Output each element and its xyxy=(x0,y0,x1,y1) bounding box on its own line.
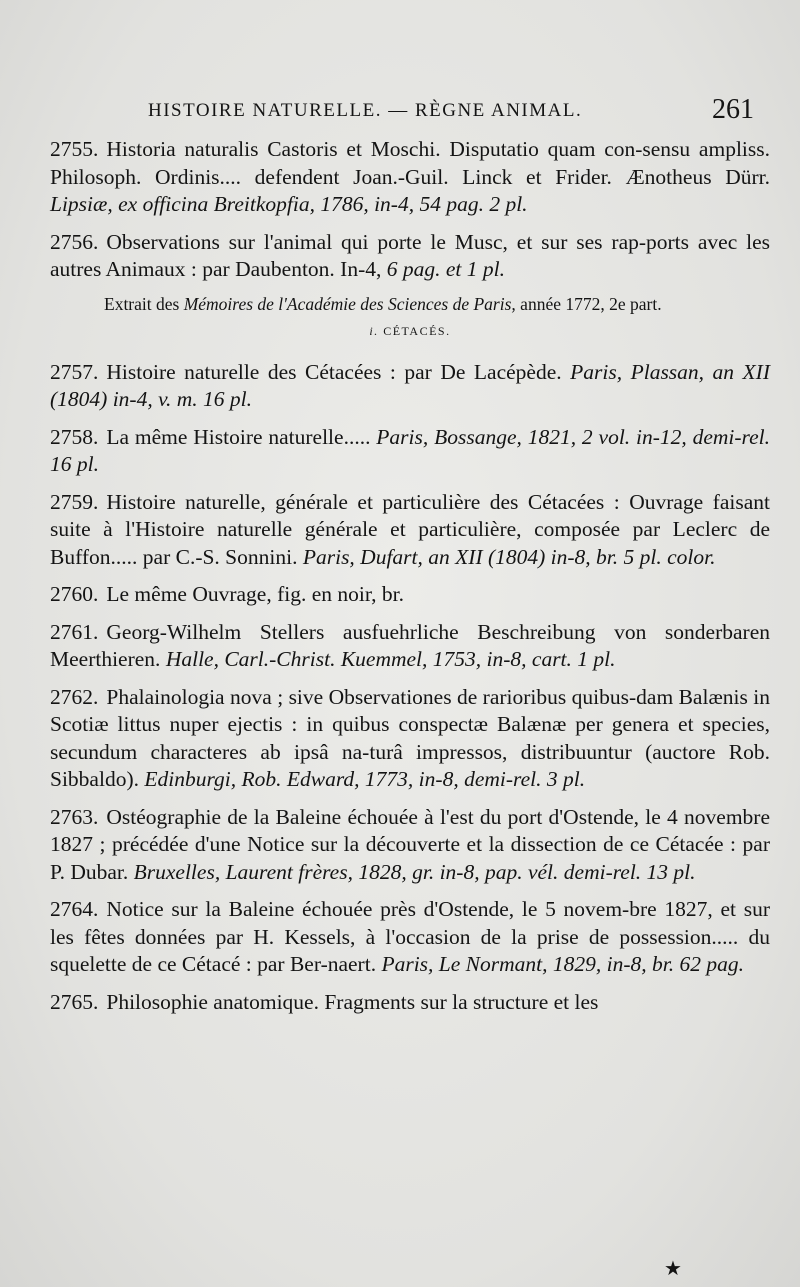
entry-text: Phalainologia nova ; sive Observationes de rarioribus quibus-dam Balænis in Scotiæ littus nuper ejectis : in quibus conspectæ Balænæ per genera et species, secundum characteres ab ipsâ na-turâ impressos, distribuuntur (auctore Rob. Sibbaldo). xyxy=(50,684,770,791)
entry-number: 2763. xyxy=(50,804,99,829)
catalogue-entry xyxy=(50,989,770,1017)
entry-number: 2760. xyxy=(50,582,99,606)
entry-note xyxy=(104,292,774,316)
entry-number: 2764. xyxy=(50,897,99,921)
entry-text: Georg-Wilhelm Stellers ausfuehrliche Beschreibung von sonderbaren Meerthieren. xyxy=(50,619,770,671)
entry-number: 2762. xyxy=(50,684,99,709)
signature-mark-icon: ★ xyxy=(664,1258,682,1280)
entry-number: 2757. xyxy=(50,359,99,384)
page-number: 261 xyxy=(712,94,754,125)
section-heading xyxy=(50,324,770,339)
entry-text: Le même Ouvrage, fig. en noir, br. xyxy=(106,582,405,606)
entry-text: Philosophie anatomique. Fragments sur la structure et les xyxy=(106,989,599,1014)
entry-imprint: 6 pag. et 1 pl. xyxy=(386,257,505,281)
entry-text: La même Histoire naturelle..... xyxy=(106,424,371,449)
catalogue-entries xyxy=(50,136,770,1026)
section-marker: i. xyxy=(369,323,379,338)
catalogue-entry xyxy=(50,619,770,674)
catalogue-entry xyxy=(50,424,770,479)
entry-imprint: Halle, Carl.-Christ. Kuemmel, 1753, in-8, cart. 1 pl. xyxy=(165,647,616,671)
catalogue-entry xyxy=(50,136,770,219)
catalogue-entry xyxy=(50,804,770,887)
catalogue-entry xyxy=(50,229,770,284)
note-prefix: Extrait des xyxy=(104,293,180,314)
entry-text: Ostéographie de la Baleine échouée à l'est du port d'Ostende, le 4 novembre 1827 ; précédée d'une Notice sur la découverte et la dissection de ce Cétacée : par P. Dubar. xyxy=(50,804,770,884)
running-head: HISTOIRE NATURELLE. — RÈGNE ANIMAL. xyxy=(148,100,583,121)
entry-number: 2756. xyxy=(50,229,99,254)
note-title: Mémoires de l'Académie des Sciences de Paris, xyxy=(183,293,516,314)
entry-number: 2759. xyxy=(50,489,99,514)
entry-imprint: Edinburgi, Rob. Edward, 1773, in-8, demi-rel. 3 pl. xyxy=(144,767,586,791)
entry-text: Historia naturalis Castoris et Moschi. Disputatio quam con-sensu ampliss. Philosoph. Ordinis.... defendent Joan.-Guil. Linck et Frider. Ænotheus Dürr. xyxy=(50,137,770,189)
entry-number: 2765. xyxy=(50,989,99,1014)
section-title: CÉTACÉS. xyxy=(383,323,451,338)
entry-imprint: Bruxelles, Laurent frères, 1828, gr. in-8, pap. vél. demi-rel. 13 pl. xyxy=(133,859,696,884)
entry-number: 2761. xyxy=(50,619,99,644)
entry-imprint: Paris, Bossange, 1821, 2 vol. in-12, demi-rel. 16 pl. xyxy=(50,424,771,476)
catalogue-entry xyxy=(50,684,770,794)
catalogue-entry xyxy=(50,896,770,979)
entry-number: 2758. xyxy=(50,424,99,449)
catalogue-entry xyxy=(50,489,770,572)
entry-text: Histoire naturelle des Cétacées : par De Lacépède. xyxy=(106,359,562,384)
catalogue-entry xyxy=(50,581,770,609)
entry-imprint: Lipsiæ, ex officina Breitkopfia, 1786, in-4, 54 pag. 2 pl. xyxy=(50,192,528,216)
entry-text: Observations sur l'animal qui porte le Musc, et sur ses rap-ports avec les autres Animaux : par Daubenton. In-4, xyxy=(50,229,770,281)
entry-text: Histoire naturelle, générale et particulière des Cétacées : Ouvrage faisant suite à l'Histoire naturelle générale et particulière, composée par Leclerc de Buffon..... par C.-S. Sonnini. xyxy=(50,489,770,569)
entry-text: Notice sur la Baleine échouée près d'Ostende, le 5 novem-bre 1827, et sur les fêtes données par H. Kessels, à l'occasion de la prise de possession..... du squelette de ce Cétacé : par Ber-naert. xyxy=(50,897,770,976)
page-header xyxy=(148,94,760,134)
catalogue-entry xyxy=(50,359,770,414)
entry-number: 2755. xyxy=(50,137,99,161)
entry-imprint: Paris, Plassan, an XII (1804) in-4, v. m. 16 pl. xyxy=(50,359,771,411)
entry-imprint: Paris, Le Normant, 1829, in-8, br. 62 pag. xyxy=(381,952,744,976)
entry-imprint: Paris, Dufart, an XII (1804) in-8, br. 5 pl. color. xyxy=(302,544,716,569)
note-suffix: année 1772, 2e part. xyxy=(520,293,662,314)
